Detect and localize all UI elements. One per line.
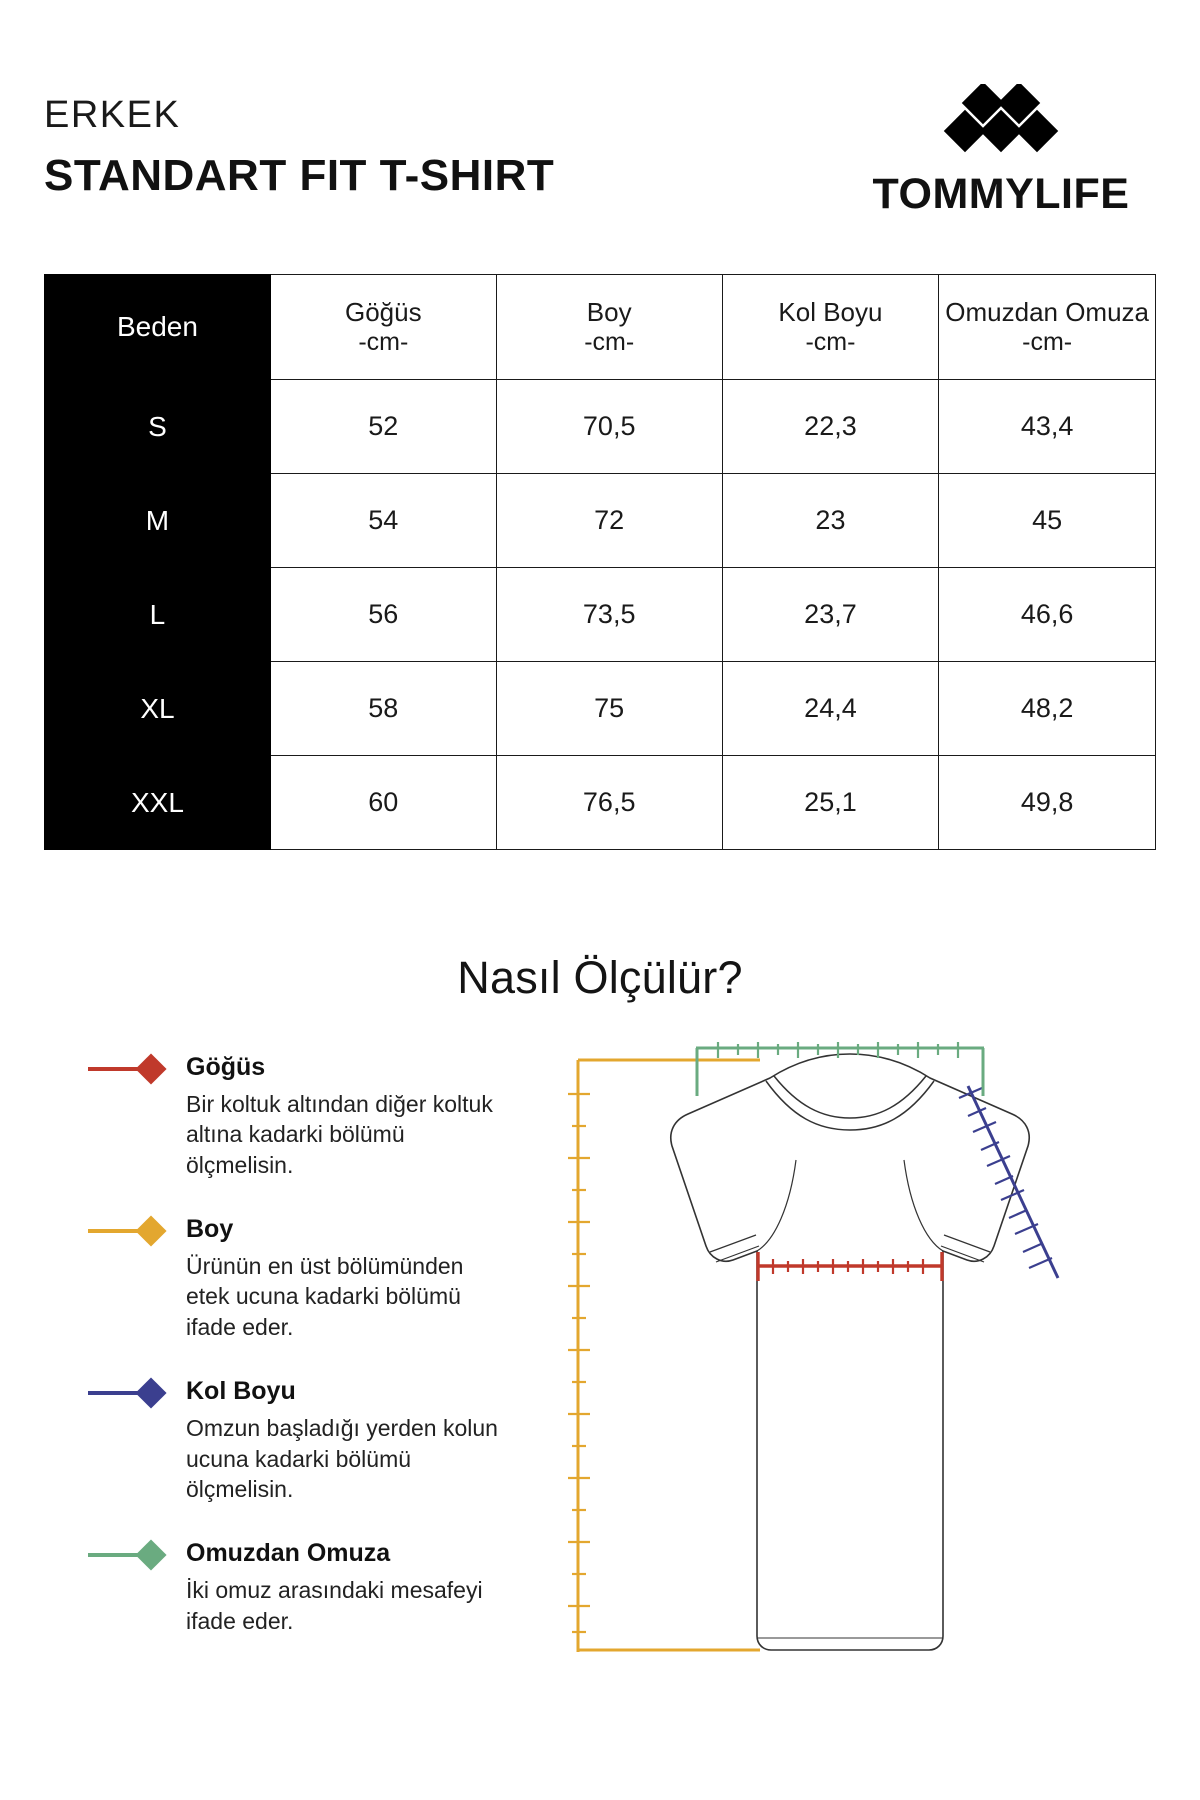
cell-boy: 70,5 [496, 380, 722, 474]
column-header-beden-label: Beden [116, 310, 198, 342]
cell-gogus: 56 [270, 568, 496, 662]
cell-beden: L [45, 568, 271, 662]
omuzdan-omuza-marker-icon [88, 1544, 176, 1566]
column-header-boy-unit: -cm- [584, 327, 635, 356]
measurement-legend [88, 1052, 508, 1636]
legend-title-kol-boyu: Kol Boyu [186, 1377, 296, 1406]
column-header-omuzdan-omuza-unit: -cm- [1022, 327, 1073, 356]
cell-boy: 76,5 [496, 756, 722, 850]
column-header-beden [45, 275, 271, 380]
cell-omuzdan-omuza: 46,6 [939, 568, 1156, 662]
legend-item-gogus [88, 1052, 508, 1180]
column-header-omuzdan-omuza [939, 275, 1156, 380]
table-row [45, 756, 1156, 850]
tshirt-measurement-diagram [560, 1040, 1140, 1700]
column-header-boy-label: Boy [586, 297, 632, 328]
column-header-gogus [270, 275, 496, 380]
legend-desc-kol-boyu: Omzun başladığı yerden kolun ucuna kadarki bölümü ölçmelisin. [186, 1415, 498, 1502]
cell-boy: 73,5 [496, 568, 722, 662]
diamond-cluster-logo-icon [846, 84, 1156, 165]
cell-omuzdan-omuza: 45 [939, 474, 1156, 568]
cell-omuzdan-omuza: 43,4 [939, 380, 1156, 474]
cell-gogus: 60 [270, 756, 496, 850]
brand-block [846, 84, 1156, 216]
page-header [44, 96, 1156, 256]
column-header-boy [496, 275, 722, 380]
legend-title-boy: Boy [186, 1215, 234, 1244]
legend-title-omuzdan-omuza: Omuzdan Omuza [186, 1539, 391, 1568]
tshirt-outline-icon [671, 1054, 1029, 1650]
cell-kol-boyu: 23 [722, 474, 939, 568]
cell-beden: S [45, 380, 271, 474]
cell-omuzdan-omuza: 49,8 [939, 756, 1156, 850]
brand-name: TOMMYLIFE [872, 170, 1130, 218]
page-title: STANDART FIT T-SHIRT [44, 151, 555, 200]
cell-beden: XL [45, 662, 271, 756]
legend-desc-gogus: Bir koltuk altından diğer koltuk altına kadarki bölümü ölçmelisin. [186, 1091, 493, 1178]
column-header-gogus-label: Göğüs [345, 297, 422, 328]
column-header-omuzdan-omuza-label: Omuzdan Omuza [945, 297, 1150, 328]
cell-kol-boyu: 22,3 [722, 380, 939, 474]
table-row [45, 568, 1156, 662]
column-header-kol-boyu-unit: -cm- [805, 327, 856, 356]
gogus-marker-icon [88, 1058, 176, 1080]
table-row [45, 474, 1156, 568]
column-header-kol-boyu [722, 275, 939, 380]
table-row [45, 380, 1156, 474]
cell-beden: XXL [45, 756, 271, 850]
legend-item-boy [88, 1214, 508, 1342]
how-to-measure-title: Nasıl Ölçülür? [457, 952, 743, 1003]
cell-boy: 75 [496, 662, 722, 756]
legend-item-omuzdan-omuza [88, 1538, 508, 1636]
cell-omuzdan-omuza: 48,2 [939, 662, 1156, 756]
cell-gogus: 54 [270, 474, 496, 568]
legend-desc-omuzdan-omuza: İki omuz arasındaki mesafeyi ifade eder. [186, 1577, 483, 1634]
boy-marker-icon [88, 1220, 176, 1242]
table-row [45, 662, 1156, 756]
cell-kol-boyu: 25,1 [722, 756, 939, 850]
cell-kol-boyu: 24,4 [722, 662, 939, 756]
table-header-row [45, 275, 1156, 380]
legend-title-gogus: Göğüs [186, 1053, 266, 1081]
column-header-kol-boyu-label: Kol Boyu [778, 297, 883, 328]
page-kicker: ERKEK [44, 94, 181, 136]
legend-item-kol-boyu [88, 1376, 508, 1504]
column-header-gogus-unit: -cm- [358, 327, 409, 356]
cell-gogus: 58 [270, 662, 496, 756]
legend-desc-boy: Ürünün en üst bölümünden etek ucuna kadarki bölümü ifade eder. [186, 1253, 464, 1340]
cell-kol-boyu: 23,7 [722, 568, 939, 662]
title-block [44, 96, 554, 198]
cell-gogus: 52 [270, 380, 496, 474]
cell-beden: M [45, 474, 271, 568]
kol-boyu-marker-icon [88, 1382, 176, 1404]
size-table [44, 274, 1156, 850]
cell-boy: 72 [496, 474, 722, 568]
